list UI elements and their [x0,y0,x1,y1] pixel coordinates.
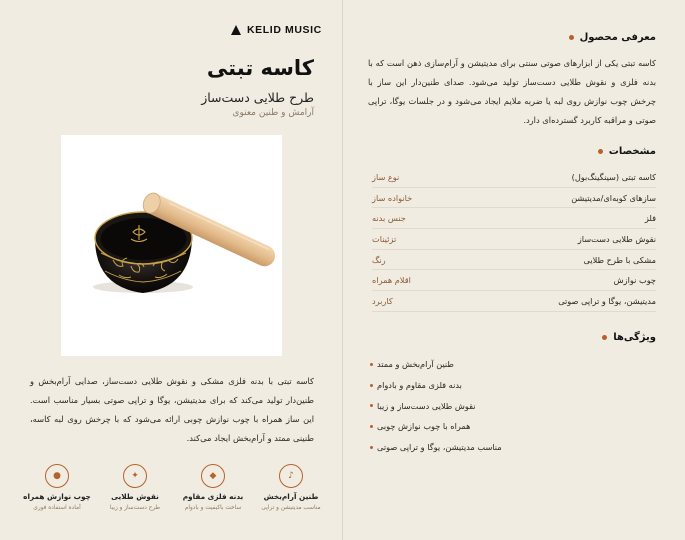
spec-row [372,208,656,229]
spec-row [372,188,656,209]
spec-value: سازهای کوبه‌ای/مدیتیشن [571,192,656,203]
feature-item [18,464,96,511]
spec-value: مشکی با طرح طلایی [583,254,656,265]
spec-key: اقلام همراه [372,275,411,286]
spec-row [372,167,656,188]
specs-heading-text: مشخصات [608,146,656,157]
spec-value: چوب نوازش [613,275,656,286]
feature-title: نقوش طلایی [111,492,159,501]
product-subtitle: طرح طلایی دست‌ساز [201,90,314,105]
column-divider [342,0,343,540]
list-item-text: همراه با چوب نوازش چوبی [377,421,471,432]
highlights-heading [602,332,656,343]
list-item [370,395,570,416]
spec-key: خانواده ساز [372,192,413,203]
sparkle-icon: ✦ [123,464,147,488]
bullet-dot-icon [569,35,574,40]
product-title: کاسه تبتی [206,56,314,80]
spec-key: کاربرد [372,295,393,306]
spec-row [372,250,656,271]
triangle-logo-icon [231,25,241,35]
list-item-text: مناسب مدیتیشن، یوگا و تراپی صوتی [377,442,502,453]
list-item-text: نقوش طلایی دست‌ساز و زیبا [377,400,476,411]
dot-icon: ● [45,464,69,488]
product-image [61,135,282,356]
list-item [370,437,570,458]
product-tagline: آرامش و طنین معنوی [232,108,314,118]
feature-icons-row [18,464,330,511]
list-item [370,354,570,375]
intro-text: کاسه تبتی یکی از ابزارهای صوتی سنتی برای مدیتیشن و آرام‌سازی ذهن است که با بدنه فلزی و نقوش طلایی دست‌ساز تولید می‌شود. صدای طنین‌دار این ساز با چرخش چوب نوازش روی لبه یا ضربه ملایم ایجاد می‌شود و در جلسات یوگا، تراپی صوتی و مراقبه کاربرد گسترده‌ای دارد. [368,58,656,125]
feature-item [174,464,252,511]
spec-key: جنس بدنه [372,213,406,224]
list-item [370,416,570,437]
spec-key: رنگ [372,254,386,265]
spec-value: کاسه تبتی (سینگینگ‌بول) [571,171,656,182]
intro-heading-text: معرفی محصول [579,32,656,43]
feature-title: طنین آرام‌بخش [263,492,319,501]
feature-subtitle: مناسب مدیتیشن و تراپی [261,505,321,511]
list-item-text: طنین آرام‌بخش و ممتد [377,359,454,370]
feature-item [252,464,330,511]
feature-title: بدنه فلزی مقاوم [182,492,244,501]
brand-logo [231,24,322,36]
diamond-icon: ◆ [201,464,225,488]
intro-heading [569,32,656,43]
bullet-dot-icon [598,149,603,154]
specs-heading [598,146,656,157]
bullet-dot-icon [370,384,373,387]
list-item [370,375,570,396]
spec-value: مدیتیشن، یوگا و تراپی صوتی [558,295,656,306]
product-description: کاسه تبتی با بدنه فلزی مشکی و نقوش طلایی دست‌ساز، صدایی آرام‌بخش و طنین‌دار تولید می‌کند که برای مدیتیشن، یوگا و تراپی صوتی بسیار مناسب است. این ساز همراه با چوب نوازش چوبی ارائه می‌شود که با چرخش روی لبه کاسه، طنینی ممتد و آرام‌بخش ایجاد می‌کند. [30,376,314,443]
feature-subtitle: طرح دست‌ساز و زیبا [109,505,161,511]
bullet-dot-icon [370,404,373,407]
bullet-dot-icon [370,446,373,449]
feature-title: چوب نوازش همراه [23,492,91,501]
bullet-dot-icon [602,335,607,340]
highlights-heading-text: ویژگی‌ها [613,332,656,343]
spec-row [372,291,656,312]
spec-key: نوع ساز [372,171,400,182]
spec-row [372,270,656,291]
feature-item [96,464,174,511]
spec-key: تزئینات [372,233,397,244]
bullet-dot-icon [370,363,373,366]
feature-subtitle: آماده استفاده فوری [33,505,81,511]
specs-table [372,167,656,312]
singing-bowl-illustration [61,135,282,356]
bullet-dot-icon [370,425,373,428]
list-item-text: بدنه فلزی مقاوم و بادوام [377,380,462,391]
spec-row [372,229,656,250]
brand-name: KELID MUSIC [247,24,322,36]
spec-value: نقوش طلایی دست‌ساز [577,233,656,244]
music-note-icon: ♪ [279,464,303,488]
highlights-list [370,354,570,457]
feature-subtitle: ساخت باکیفیت و بادوام [184,505,242,511]
spec-value: فلز [644,213,656,224]
